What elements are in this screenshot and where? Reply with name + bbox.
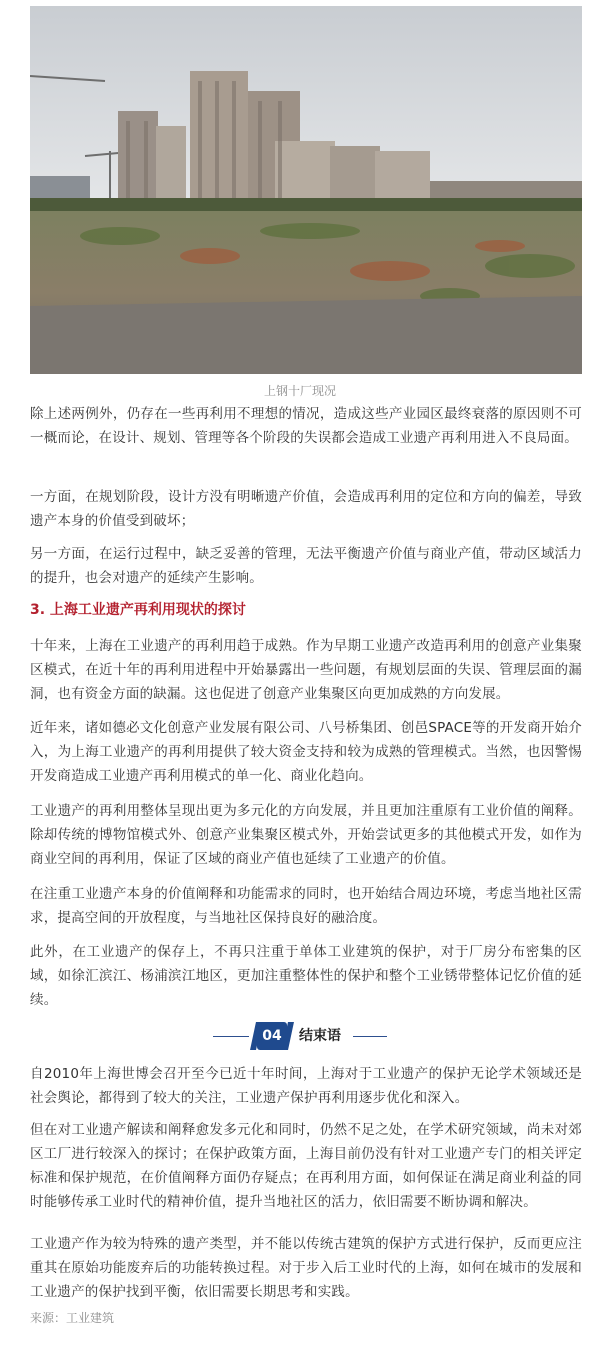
paragraph: 另一方面，在运行过程中，缺乏妥善的管理，无法平衡遗产价值与商业产值，带动区域活力的提升，也会对遗产的延续产生影响。 [30,546,582,586]
paragraph: 此外，在工业遗产的保存上，不再只注重于单体工业建筑的保护，对于厂房分布密集的区域，如徐汇滨江、杨浦滨江地区，更加注重整体性的保护和整个工业锈带整体记忆价值的延续。 [30,944,582,1008]
paragraph: 近年来，诸如德必文化创意产业发展有限公司、八号桥集团、创邑SPACE等的开发商开始介入，为上海工业遗产的再利用提供了较大资金支持和较为成熟的管理模式。当然，也因警惕开发商造成工业遗产再利用模式的单一化、商业化趋向。 [30,720,582,784]
paragraph: 自2010年上海世博会召开至今已近十年时间，上海对于工业遗产的保护无论学术领域还是社会舆论，都得到了较大的关注，工业遗产保护再利用逐步优化和深入。 [30,1066,582,1106]
source-note: 来源：工业建筑 [30,1311,115,1325]
paragraph: 在注重工业遗产本身的价值阐释和功能需求的同时，也开始结合周边环境，考虑当地社区需求，提高空间的开放程度，与当地社区保持良好的融洽度。 [30,886,582,926]
paragraph: 工业遗产作为较为特殊的遗产类型，并不能以传统古建筑的保护方式进行保护，反而更应注重其在原始功能废弃后的功能转换过程。对于步入后工业时代的上海，如何在城市的发展和工业遗产的保护找到平衡，依旧需要长期思考和实践。 [30,1236,582,1300]
paragraph: 一方面，在规划阶段，设计方没有明晰遗产价值，会造成再利用的定位和方向的偏差，导致遗产本身的价值受到破坏； [30,489,582,529]
paragraph: 十年来，上海在工业遗产的再利用趋于成熟。作为早期工业遗产改造再利用的创意产业集聚区模式，在近十年的再利用进程中开始暴露出一些问题，有规划层面的失误、管理层面的漏洞，也有资金方面的缺漏。这也促进了创意产业集聚区向更加成熟的方向发展。 [30,638,582,702]
divider-line-left [213,1036,249,1037]
paragraph: 工业遗产的再利用整体呈现出更为多元化的方向发展，并且更加注重原有工业价值的阐释。除却传统的博物馆模式外、创意产业集聚区模式外，开始尝试更多的其他模式开发，如作为商业空间的再利用，保证了区域的商业产值也延续了工业遗产的价值。 [30,803,582,867]
section-heading: 3. 上海工业遗产再利用现状的探讨 [30,602,246,618]
paragraph: 但在对工业遗产解读和阐释愈发多元化和同时，仍然不足之处，在学术研究领域，尚未对郊区工厂进行较深入的探讨；在保护政策方面，上海目前仍没有针对工业遗产专门的相关评定标准和保护规范，在价值阐释方面仍存疑点；在再利用方面，如何保证在满足商业利益的同时能够传承工业时代的精神价值，提升当地社区的活力，依旧需要不断协调和解决。 [30,1122,582,1210]
paragraph: 除上述两例外，仍存在一些再利用不理想的情况，造成这些产业园区最终衰落的原因则不可一概而论，在设计、规划、管理等各个阶段的失误都会造成工业遗产再利用进入不良局面。 [30,406,582,446]
section-divider [213,1021,387,1051]
image-caption: 上钢十厂现况 [263,384,336,398]
site-photo-illustration [30,6,582,374]
site-photo [30,6,582,374]
section-number-badge: 04 [257,1022,287,1050]
section-title: 结束语 [299,1028,341,1044]
divider-line-right [353,1036,387,1037]
